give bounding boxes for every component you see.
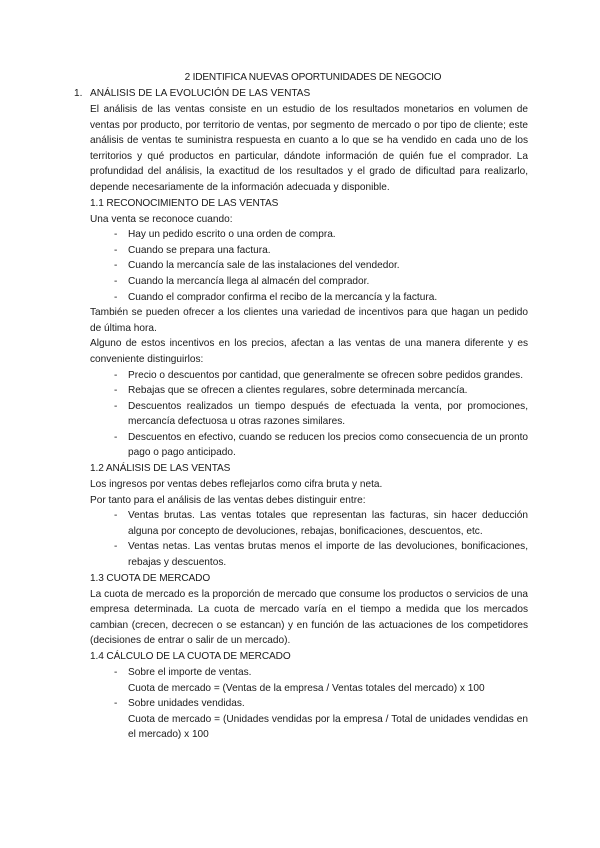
section-1-1-paragraph-3: Alguno de estos incentivos en los precios, afectan a las ventas de una manera diferente y es conveniente distinguirlos: [90, 338, 528, 365]
section-1-1-paragraph-2: También se pueden ofrecer a los clientes una variedad de incentivos para que hagan un pedido de última hora. [90, 307, 528, 334]
sale-recognition-list [90, 227, 528, 305]
section-1-intro: El análisis de las ventas consiste en un estudio de los resultados monetarios en volumen de ventas por producto, por territorio de ventas, por segmento de mercado o por tipo de cliente; este análisis de ventas te suministra respuesta en cuanto a lo que se ha vendido en cada uno de los territorios y qué productos en particular, dándote información de quién fue el comprador. La profundidad del análisis, la exactitud de los resultados y el grado de dificultad para realizarlo, depende necesariamente de la información adecuada y disponible. [90, 104, 528, 193]
list-item: - Sobre el importe de ventas. [114, 667, 252, 678]
list-item: - Cuando la mercancía sale de las instalaciones del vendedor. [114, 260, 400, 272]
list-item: - Ventas brutas. Las ventas totales que representan las facturas, sin hacer deducción alguna por concepto de devoluciones, rebajas, bonificaciones, descuentos, etc. [114, 510, 528, 537]
page-title: 2 IDENTIFICA NUEVAS OPORTUNIDADES DE NEGOCIO [184, 72, 442, 83]
market-share-calc-list-2 [90, 696, 528, 712]
market-share-calc-list [90, 665, 528, 681]
list-item: - Cuando se prepara una factura. [114, 244, 271, 256]
document-body [74, 70, 528, 743]
section-1-2-heading: 1.2 ANÁLISIS DE LAS VENTAS [90, 463, 231, 475]
list-item: - Descuentos realizados un tiempo después de efectuada la venta, por promociones, mercancía defectuosa u otras razones similares. [114, 400, 528, 428]
sales-types-list [90, 508, 528, 570]
list-item: - Descuentos en efectivo, cuando se reducen los precios como consecuencia de un pronto pago o pago anticipado. [114, 431, 528, 459]
section-1-1-lead: Una venta se reconoce cuando: [90, 213, 233, 225]
list-item: - Precio o descuentos por cantidad, que generalmente se ofrecen sobre pedidos grandes. [114, 369, 524, 381]
section-1-heading-text: ANÁLISIS DE LA EVOLUCIÓN DE LAS VENTAS [90, 88, 311, 99]
section-1-number: 1. [74, 88, 83, 99]
section-1-3-paragraph: La cuota de mercado es la proporción de mercado que consume los productos o servicios de una empresa determinada. La cuota de mercado varía en el tiempo a medida que los mercados cambian (crecen, decrecen o se estancan) y en función de las actuaciones de los competidores (decisiones de entrar o salir de un mercado). [90, 588, 528, 647]
incentives-list [90, 368, 528, 462]
list-item: - Ventas netas. Las ventas brutas menos el importe de las devoluciones, bonificaciones, rebajas y descuentos. [114, 541, 528, 569]
list-item: - Cuando la mercancía llega al almacén del comprador. [114, 275, 370, 287]
formula-units-sold: Cuota de mercado = (Unidades vendidas por la empresa / Total de unidades vendidas en el mercado) x 100 [128, 713, 528, 741]
list-item: - Hay un pedido escrito o una orden de compra. [114, 229, 336, 241]
formula-sales-amount: Cuota de mercado = (Ventas de la empresa / Ventas totales del mercado) x 100 [128, 682, 485, 694]
section-1-heading [74, 86, 528, 102]
section-1-1-heading: 1.1 RECONOCIMIENTO DE LAS VENTAS [90, 197, 279, 209]
list-item: - Sobre unidades vendidas. [114, 698, 245, 710]
section-1-4-heading: 1.4 CÁLCULO DE LA CUOTA DE MERCADO [90, 651, 291, 662]
list-item: - Cuando el comprador confirma el recibo de la mercancía y la factura. [114, 291, 438, 303]
list-item: - Rebajas que se ofrecen a clientes regulares, sobre determinada mercancía. [114, 385, 468, 397]
section-1-2-paragraph-1: Los ingresos por ventas debes reflejarlos como cifra bruta y neta. [90, 479, 383, 491]
section-1-2-paragraph-2: Por tanto para el análisis de las ventas debes distinguir entre: [90, 494, 366, 506]
section-1-3-heading: 1.3 CUOTA DE MERCADO [90, 572, 211, 584]
